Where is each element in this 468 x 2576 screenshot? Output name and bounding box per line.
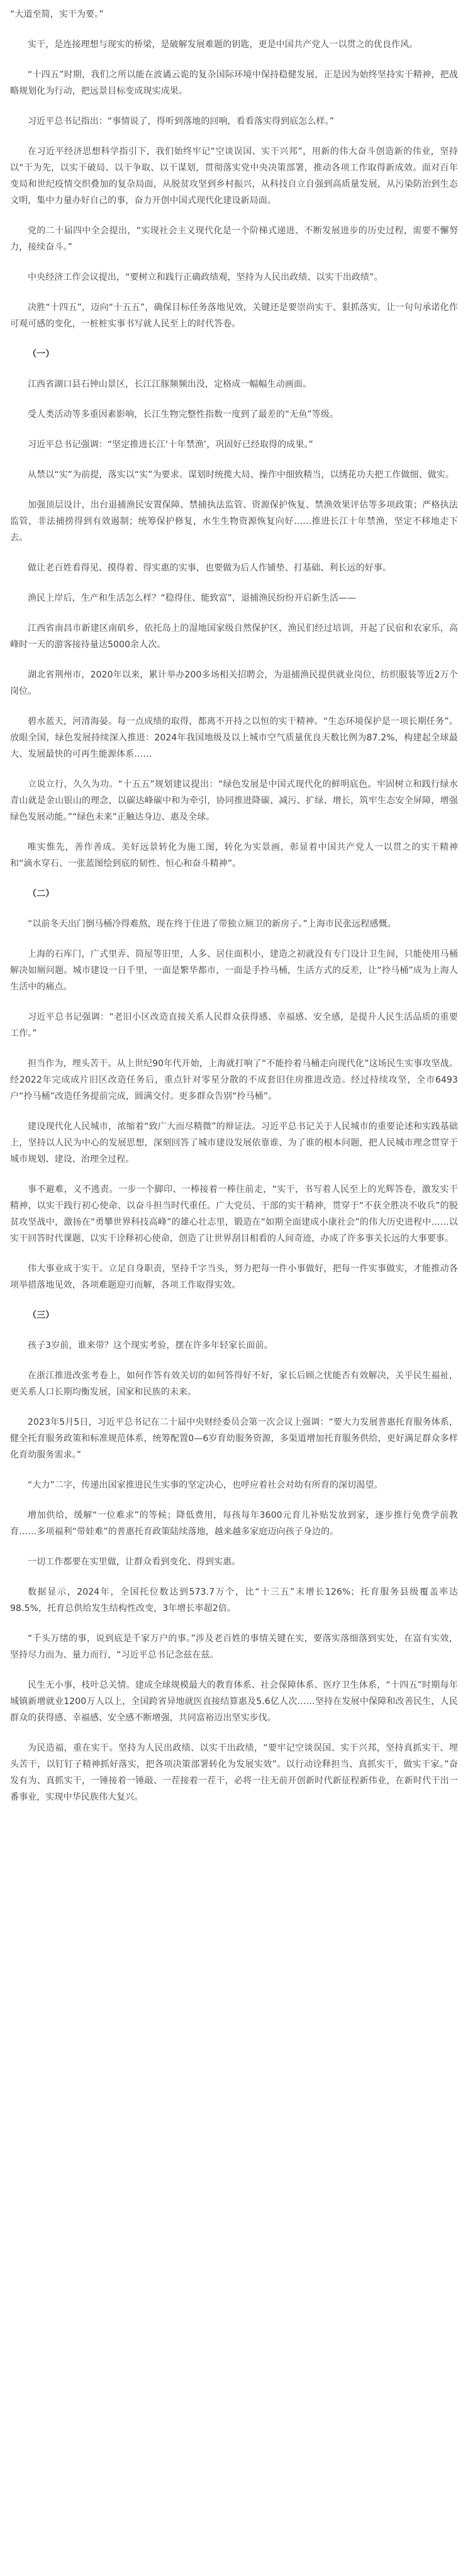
article-paragraph: 建设现代化人民城市，浓缩着“致广大而尽精微”的辩证法。习近平总书记关于人民城市的重要论述和实践基础上，坚持以人民为中心的发展思想，深刻回答了城市建设发展依靠谁、为了谁的根本问题，把人民城市理念贯穿于城市规划、建设、治理全过程。 bbox=[10, 1122, 458, 1164]
article-paragraph: 一切工作都要在实里做，让群众看到变化、得到实惠。 bbox=[28, 1557, 241, 1567]
article-paragraph: 习近平总书记指出：“事情说了，得听到落地的回响，看看落实得到底怎么样。” bbox=[28, 116, 335, 126]
article-paragraph: 受人类活动等多重因素影响，长江生物完整性指数一度到了最差的“无鱼”等级。 bbox=[28, 410, 339, 420]
article-paragraph: 中央经济工作会议提出，“要树立和践行正确政绩观，坚持为人民出政绩、以实干出政绩”。 bbox=[28, 272, 383, 282]
section-heading: （一） bbox=[28, 349, 55, 359]
article-paragraph: 江西省湖口县石钟山景区，长江江豚频频出没，定格成一幅幅生动画面。 bbox=[28, 379, 312, 389]
article-paragraph: 党的二十届四中全会提出，“实现社会主义现代化是一个阶梯式递进、不断发展进步的历史过程，需要不懈努力，接续奋斗。” bbox=[10, 226, 458, 252]
article-paragraph: 数据显示，2024年，全国托位数达到573.7万个，比“十三五”末增长126%；托育服务县级覆盖率达98.5%，托育总供给发生结构性改变，3年增长率超2倍。 bbox=[10, 1587, 458, 1614]
article-paragraph: 立说立行，久久为功。“十五五”规划建议提出：“绿色发展是中国式现代化的鲜明底色。牢固树立和践行绿水青山就是金山银山的理念，以碳达峰碳中和为牵引，协同推进降碳、减污、扩绿、增长，筑牢生态安全屏障，增强绿色发展动能。”“绿色未来”正触达身边、惠及全球。 bbox=[10, 779, 458, 822]
article-paragraph: 实干，是连接理想与现实的桥梁，是破解发展难题的钥匙，更是中国共产党人一以贯之的优良作风。 bbox=[28, 40, 418, 50]
article-paragraph: 在浙江推进改张考卷上，如何作答有效关切的如何答得好不好，家长后顾之忧能否有效解决，关乎民生福祉，更关系人口长期均衡发展，国家和民族的未来。 bbox=[10, 1371, 458, 1397]
article-paragraph: 加强顶层设计，出台退捕渔民安置保障、禁捕执法监管、资源保护恢复、禁渔效果评估等多项政策；严格执法监管，非法捕捞得到有效遏制；统筹保护修复，水生生物资源恢复向好……推进长江十年禁渔，坚定不移地走下去。 bbox=[10, 500, 458, 543]
article-paragraph: 2023年5月5日，习近平总书记在二十届中央财经委员会第一次会议上强调：“要大力发展普惠托育服务体系，健全托育服务政策和标准规范体系，统筹配置0—6岁育幼服务资源，多渠道增加托育服务供给，更好满足群众多样化育幼服务需求。” bbox=[10, 1417, 458, 1460]
article-paragraph: 做让老百姓看得见、摸得着、得实惠的实事，也要做为后人作铺垫、打基础、利长远的好事。 bbox=[28, 563, 392, 573]
article-paragraph: “千头万绪的事，说到底是千家万户的事。”涉及老百姓的事情关键在实，要落实落细落到实处，在富有实效，坚持尽力而为、量力而行，“习近平总书记念兹在兹。 bbox=[10, 1634, 458, 1660]
article-paragraph: “十四五”时期，我们之所以能在波谲云诡的复杂国际环境中保持稳健发展，正是因为始终坚持实干精神，把战略规划化为行动，把远景目标变成现实成果。 bbox=[10, 70, 458, 96]
article-paragraph: 孩子3岁前，谁来带？这个现实考验，摆在许多年轻家长面前。 bbox=[28, 1341, 273, 1351]
article-paragraph: “大道至简，实干为要。” bbox=[10, 9, 104, 20]
article-paragraph: 民生无小事，枝叶总关情。建成全球规模最大的教育体系、社会保障体系、医疗卫生体系，“十四五”时期每年城镇新增就业1200万人以上，全国跨省异地就医直接结算惠及5.6亿人次……坚持在发展中保障和改善民生，人民群众的获得感、幸福感、安全感不断增强，共同富裕迈出坚实步伐。 bbox=[10, 1680, 458, 1723]
section-heading: （三） bbox=[28, 1310, 55, 1320]
article-paragraph: “大力”二字，传递出国家推进民生实事的坚定决心，也呼应着社会对幼有所育的深切渴望。 bbox=[28, 1480, 383, 1490]
article-paragraph: 在习近平经济思想科学指引下，我们始终牢记“空谈误国、实干兴邦”，用新的伟大奋斗创造新的伟业，坚持以“干为先，以实干破局、以干争取、以干谋划，贯彻落实党中央决策部署，推动各项工作取得新成效。面对百年变局和世纪疫情交织叠加的复杂局面，从脱贫攻坚到乡村振兴，从科技自立自强到高质量发展，从污染防治到生态文明，集中力量办好自己的事，奋力开创中国式现代化建设新局面。 bbox=[10, 147, 458, 206]
article-paragraph: 碧水蓝天，河清海晏。每一点成绩的取得，都离不开持之以恒的实干精神。“生态环境保护是一项长期任务”。放眼全国，绿色发展持续深入推进：2024年我国地级及以上城市空气质量优良天数比例为87.2%，构建起全球最大、发展最快的可再生能源体系…… bbox=[10, 716, 458, 759]
article-paragraph: 伟大事业成于实干。立足自身职责，坚持千字当头，努力把每一件小事做好，把每一件实事做实，才能推动各项举措落地见效，各项难题迎刃而解，各项工作取得实效。 bbox=[10, 1264, 458, 1290]
article-paragraph: 从禁以“实”为前提，落实以“实”为要求。谋划时统揽大局、操作中细致精当，以绣花功夫把工作做细、做实。 bbox=[28, 470, 455, 480]
article-paragraph: 渔民上岸后，生产和生活怎么样？“稳得住、能致富”，退捕渔民纷纷开启新生活—— bbox=[28, 593, 357, 603]
article-paragraph: 担当作为，埋头苦干。从上世纪90年代开始，上海就打响了“不能拎着马桶走向现代化”这场民生实事攻坚战。经2022年完成成片旧区改造任务后，重点针对零星分散的不成套旧住房推进改造。经过持续攻坚，全市6493户“拎马桶”改造任务提前完成，圆满交付。更多群众告别“拎马桶”。 bbox=[10, 1059, 458, 1101]
article-paragraph: 湖北省荆州市，2020年以来，累计举办200多场相关招聘会，为退捕渔民提供就业岗位，纺织服装等近2万个岗位。 bbox=[10, 670, 458, 696]
article-paragraph: 事不避难，义不逃责。一步一个脚印、一棒接着一棒往前走，“实干，书写着人民至上的光辉答卷，激发实干精神，以实干践行初心使命、以奋斗担当时代重任。广大党员、干部的实干精神，贯穿于“不获全胜决不收兵”的脱贫攻坚战中，激扬在“勇攀世界科技高峰”的雄心壮志里，锻造在“如期全面建成小康社会”的伟大历史进程中……以实干回答时代课题、以实干诠释初心使命，创造了让世界刮目相看的人间奇迹，办成了许多事关长远的大事要事。 bbox=[10, 1185, 458, 1244]
article-paragraph: 增加供给，缓解“一位难求”的等候；降低费用，每孩每年3600元育儿补贴发放到家，逐步推行免费学前教育……多项福利“带娃难”的普惠托育政策陆续落地，越来越多家庭迈向孩子身边的。 bbox=[10, 1510, 458, 1537]
article-paragraph: 为民造福，重在实干。坚持为人民出政绩、以实干出政绩，“要牢记空谈误国、实干兴邦，坚持真抓实干、埋头苦干，以钉钉子精神抓好落实，把各项决策部署转化为发展实效”。以行动诠释担当、真抓实干，做实干家。”奋发有为、真抓实干，一锤接着一锤敲、一茬接着一茬干，必将一往无前开创新时代新征程新伟业，在新时代干出一番事业，实现中华民族伟大复兴。 bbox=[10, 1743, 458, 1802]
article-paragraph: 唯实惟先，善作善成。美好远景转化为施工图，转化为实景画，彰显着中国共产党人一以贯之的实干精神和“滴水穿石、一张蓝图绘到底的韧性、恒心和奋斗精神”。 bbox=[10, 842, 458, 869]
article-paragraph: 上海的石库门，广式里弄、筒屋等旧里，人多、居住面积小，建造之初就没有专门设计卫生间，只能使用马桶解决如厕问题。城市建设一日千里，一面是繁华都市，一面是手拎马桶，生活方式的反差，让“拎马桶”成为上海人生活中的痛点。 bbox=[10, 949, 458, 992]
article-paragraph: 习近平总书记强调：“坚定推进长江‘十年禁渔’，巩固好已经取得的成果。” bbox=[28, 440, 313, 450]
article-paragraph: 决胜“十四五”，迈向“十五五”，确保目标任务落地见效，关键还是要崇尚实干、狠抓落实，让一句句承诺化作可观可感的变化，一桩桩实事书写就人民至上的时代答卷。 bbox=[10, 303, 458, 329]
article-paragraph: “以前冬天出门倒马桶冷得难熬，现在终于住进了带独立厕卫的新房子。”上海市民张远程感慨。 bbox=[28, 919, 396, 929]
section-heading: （二） bbox=[28, 889, 55, 899]
article-paragraph: 习近平总书记强调：“老旧小区改造直接关系人民群众获得感、幸福感、安全感，是提升人民生活品质的重要工作。” bbox=[10, 1012, 458, 1039]
article-paragraph: 江西省南昌市新建区南矶乡，依托岛上的湿地国家级自然保护区，渔民们经过培训，开起了民宿和农家乐，高峰时一天的游客接待量达5000余人次。 bbox=[10, 623, 458, 650]
